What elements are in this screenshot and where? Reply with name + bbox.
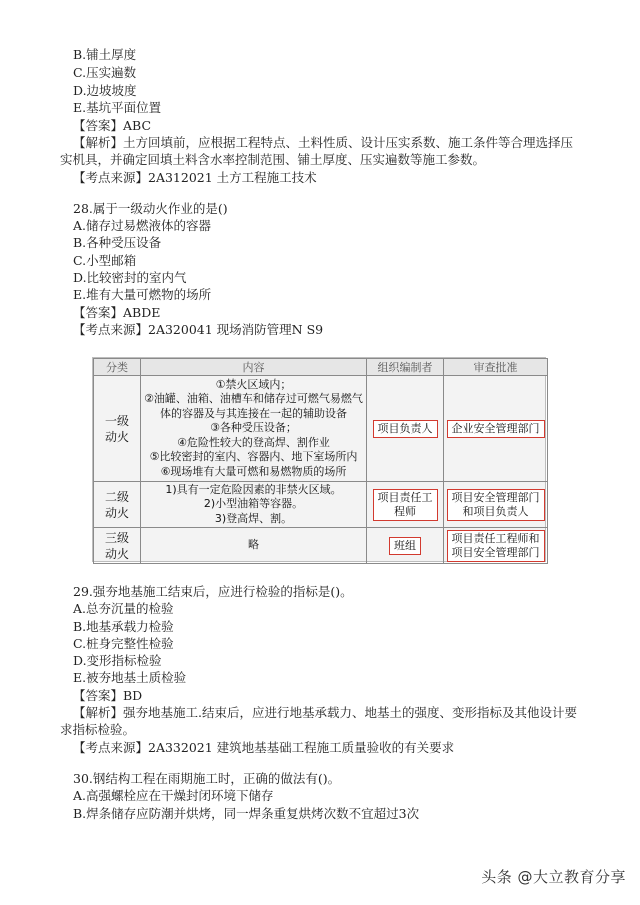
q29-option-d: D.变形指标检验	[73, 653, 162, 668]
q29-analysis-line1: 【解析】强夯地基施工.结束后，应进行地基承载力、地基土的强度、变形指标及其他设计要	[73, 705, 577, 720]
table-row-level2	[94, 482, 548, 528]
level3-category: 三级 动火	[94, 528, 141, 564]
level2-category: 二级 动火	[94, 482, 141, 528]
q29-option-a: A.总夯沉量的检验	[73, 601, 174, 616]
level3-items: 略	[141, 528, 367, 564]
q28-option-c: C.小型邮箱	[73, 253, 137, 268]
q27-option-b: B.铺土厚度	[73, 47, 137, 62]
organizer-stamp: 班组	[389, 537, 421, 555]
q27-analysis-line2: 实机具，并确定回填土料含水率控制范围、铺土厚度、压实遍数等施工参数。	[60, 152, 486, 167]
watermark: 头条 @大立教育分享	[481, 868, 626, 886]
level2-items: 1)具有一定危险因素的非禁火区域。 2)小型油箱等容器。 3)登高焊、割。	[141, 482, 367, 528]
q30-stem: 30.钢结构工程在雨期施工时，正确的做法有()。	[73, 771, 341, 786]
organizer-stamp: 项目负责人	[373, 420, 438, 438]
q27-answer: 【答案】ABC	[73, 118, 152, 133]
header-content: 内容	[141, 359, 367, 376]
q28-stem: 28.属于一级动火作业的是()	[73, 201, 228, 216]
q28-option-b: B.各种受压设备	[73, 235, 162, 250]
q29-answer: 【答案】BD	[73, 688, 143, 703]
header-organizer: 组织编制者	[367, 359, 444, 376]
q27-option-c: C.压实遍数	[73, 65, 137, 80]
table-row-level3	[94, 528, 548, 564]
approver-stamp: 企业安全管理部门	[447, 420, 545, 438]
level1-category: 一级 动火	[94, 376, 141, 482]
q28-option-e: E.堆有大量可燃物的场所	[73, 287, 212, 302]
level3-organizer	[367, 528, 444, 564]
level1-items: ①禁火区域内； ②油罐、油箱、油槽车和储存过可燃气易燃气 体的容器及与其连接在一起的辅助设备 ③各种受压设备； ④危险性较大的登高焊、割作业 ⑤比较密封的室内、容器内、地下室场所内 ⑥现场堆有大量可燃和易燃物质的场所	[141, 376, 367, 482]
q30-option-b: B.焊条储存应防潮并烘烤，同一焊条重复烘烤次数不宜超过3次	[73, 806, 420, 821]
q28-source: 【考点来源】2A320041 现场消防管理N S9	[73, 322, 324, 337]
q29-stem: 29.强夯地基施工结束后，应进行检验的指标是()。	[73, 584, 353, 599]
q29-option-e: E.被夯地基土质检验	[73, 670, 187, 685]
q28-option-d: D.比较密封的室内气	[73, 270, 187, 285]
approver-stamp: 项目安全管理部门 和项目负责人	[447, 489, 545, 521]
q30-option-a: A.高强螺栓应在干燥封闭环境下储存	[73, 788, 274, 803]
q29-option-c: C.桩身完整性检验	[73, 636, 174, 651]
approver-stamp: 项目责任工程师和 项目安全管理部门	[447, 530, 545, 562]
q27-option-e: E.基坑平面位置	[73, 100, 162, 115]
table-row-level1	[94, 376, 548, 482]
level2-organizer	[367, 482, 444, 528]
q28-option-a: A.储存过易燃液体的容器	[73, 218, 212, 233]
q29-analysis-line2: 求指标检验。	[60, 722, 136, 737]
organizer-stamp: 项目责任工 程师	[373, 489, 438, 521]
q27-option-d: D.边坡坡度	[73, 83, 137, 98]
q27-analysis-line1: 【解析】土方回填前，应根据工程特点、土料性质、设计压实系数、施工条件等合理选择压	[73, 135, 574, 150]
level3-approver	[444, 528, 548, 564]
header-approver: 审查批准	[444, 359, 548, 376]
level1-approver	[444, 376, 548, 482]
q28-answer: 【答案】ABDE	[73, 305, 161, 320]
q27-source: 【考点来源】2A312021 土方工程施工技术	[73, 170, 317, 185]
level2-approver	[444, 482, 548, 528]
fire-permit-table	[92, 357, 546, 562]
q29-option-b: B.地基承载力检验	[73, 619, 174, 634]
level1-organizer	[367, 376, 444, 482]
header-category: 分类	[94, 359, 141, 376]
q29-source: 【考点来源】2A332021 建筑地基基础工程施工质量验收的有关要求	[73, 740, 455, 755]
